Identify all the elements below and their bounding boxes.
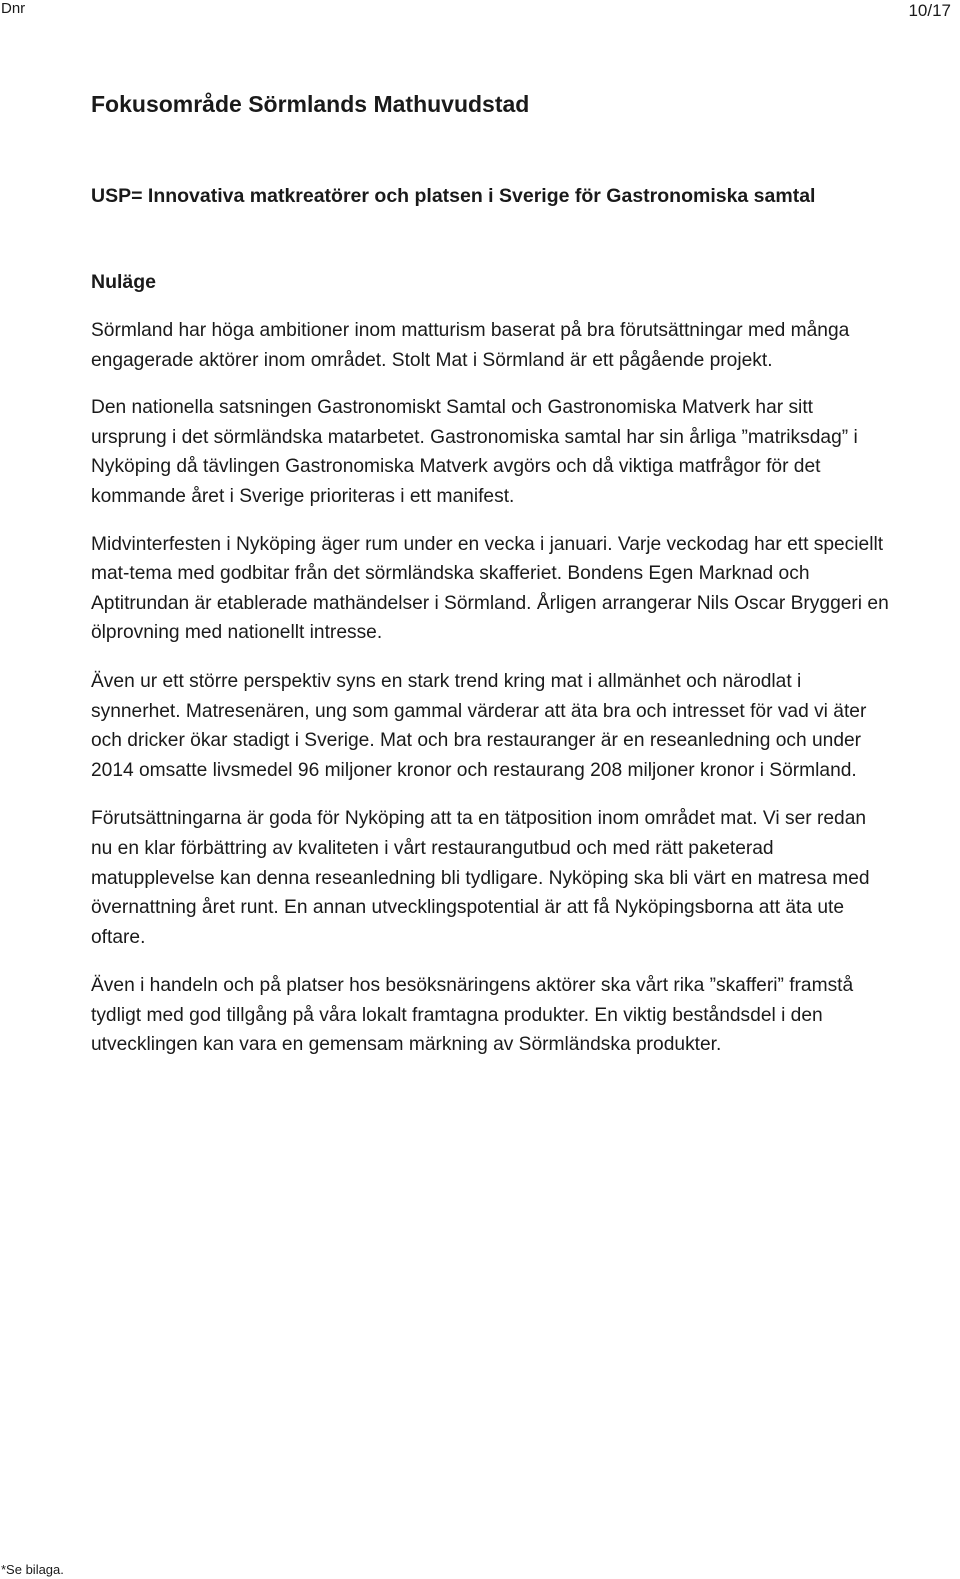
paragraph: Midvinterfesten i Nyköping äger rum under en vecka i januari. Varje veckodag har ett speciellt mat-tema med godbitar från det sörmländska skafferiet. Bondens Egen Marknad och Aptitrundan är etablerade mathändelser i Sörmland. Årligen arrangerar Nils Oscar Bryggeri en ölprovning med nationellt intresse. [91,533,889,644]
document-title: Fokusområde Sörmlands Mathuvudstad [91,91,530,117]
paragraph: Även ur ett större perspektiv syns en stark trend kring mat i allmänhet och närodlat i synnerhet. Matresenären, ung som gammal värderar att äta bra och intresset för vad vi äter och dricker ökar stadigt i Sverige. Mat och bra restauranger är en reseanledning och under 2014 omsatte livsmedel 96 miljoner kronor och restaurang 208 miljoner kronor i Sörmland. [91,670,867,781]
footnote: *Se bilaga. [1,1562,64,1577]
page-number: 10/17 [908,1,951,20]
section-heading-nulage: Nuläge [91,271,157,293]
document-body [91,88,891,1060]
paragraph: Den nationella satsningen Gastronomiskt Samtal och Gastronomiska Matverk har sitt ursprung i det sörmländska matarbetet. Gastronomiska samtal har sin årliga ”matriksdag” i Nyköping då tävlingen Gastronomiska Matverk avgörs och då viktiga matfrågor för det kommande året i Sverige prioriteras i ett manifest. [91,397,858,507]
paragraph: Förutsättningarna är goda för Nyköping att ta en tätposition inom området mat. Vi ser redan nu en klar förbättring av kvaliteten i vårt restaurangutbud och med rätt paketerad matupplevelse kan denna reseanledning bli tydligare. Nyköping ska bli värt en matresa med övernattning året runt. En annan utvecklingspotential är att få Nyköpingsborna att äta ute oftare. [91,808,870,948]
dnr-label: Dnr [1,0,26,17]
paragraph: Även i handeln och på platser hos besöksnäringens aktörer ska vårt rika ”skafferi” framstå tydligt med god tillgång på våra lokalt framtagna produkter. En viktig beståndsdel i den utvecklingen kan vara en gemensam märkning av Sörmländska produkter. [91,975,854,1056]
usp-statement: USP= Innovativa matkreatörer och platsen i Sverige för Gastronomiska samtal [91,185,816,207]
paragraph: Sörmland har höga ambitioner inom matturism baserat på bra förutsättningar med många engagerade aktörer inom området. Stolt Mat i Sörmland är ett pågående projekt. [91,320,850,371]
